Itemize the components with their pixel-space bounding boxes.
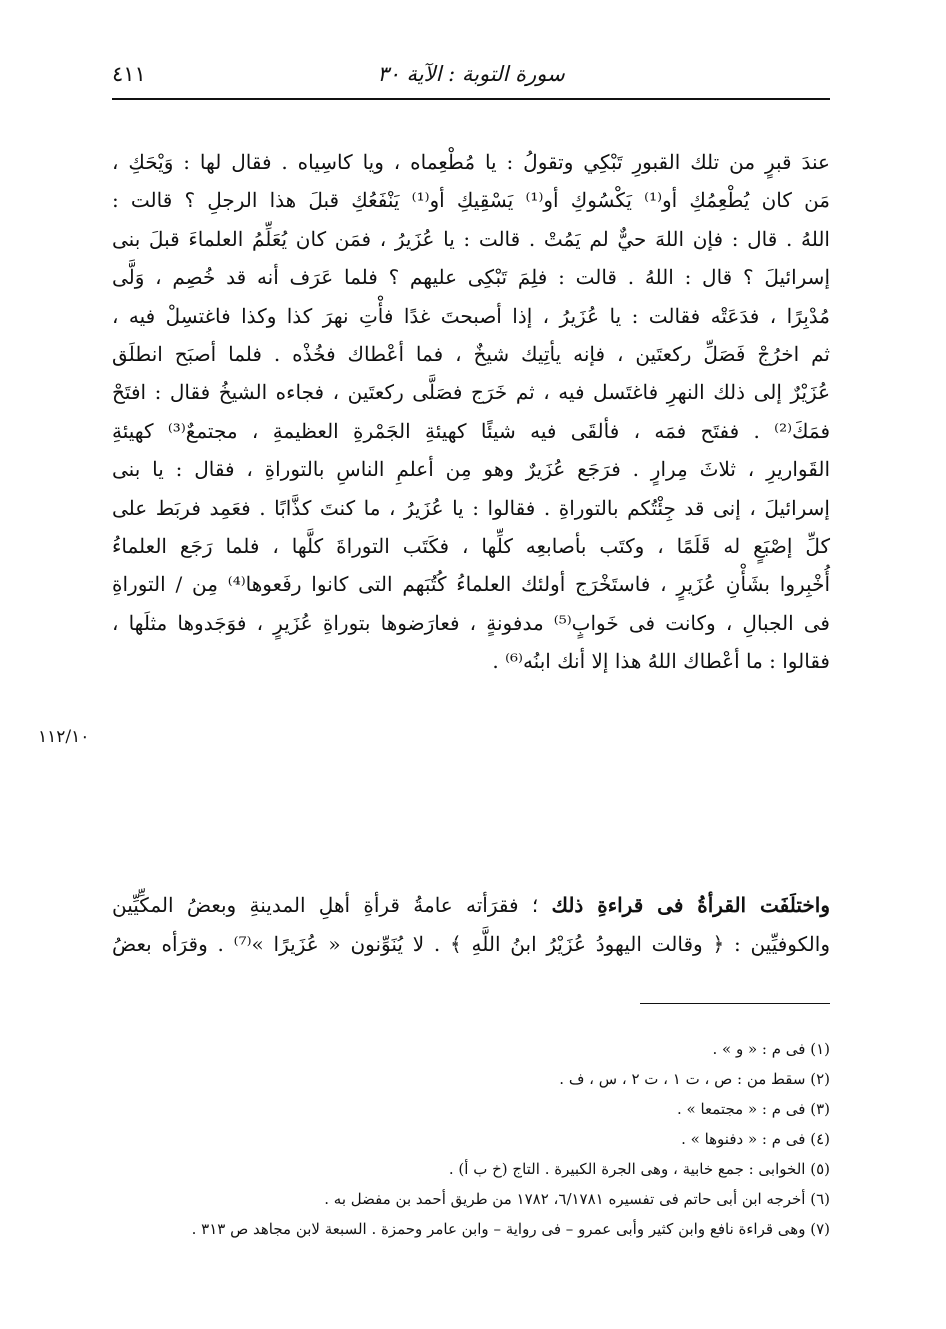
text-line: أُخْبِروا بشَأْنِ عُزَيرٍ ، فاستَخْرَج أولئك العلماءُ كُتُبَهم التى كانوا رفَعوها⁽⁴⁾ مِن / التوراةِ bbox=[112, 572, 830, 597]
second-paragraph bbox=[112, 886, 830, 964]
footnote: (٢) سقط من : ص ، ت ١ ، ت ٢ ، س ، ف . bbox=[559, 1070, 830, 1088]
text-line: فى الجبالِ ، وكانت فى خَوابٍ⁽⁵⁾ مدفونةٍ ، فعارَضوها بتوراةِ عُزَيرٍ ، فوَجَدوها مثلَها ، bbox=[112, 610, 830, 635]
footnote: (٧) وهى قراءة نافع وابن كثير وأبى عمرو – فى رواية – وابن عامر وحمزة . السبعة لابن مجاهد ص ٣١٣ . bbox=[191, 1220, 830, 1238]
text-line: اللهُ . قال : فإن اللهَ حيٌّ لم يَمُتْ . قالت : يا عُزَيرُ ، فمَن كان يُعَلِّمُ العلماءَ قبلَ بنى bbox=[112, 226, 830, 251]
text-line: فمَكَ⁽²⁾ . ففتَح فمَه ، فألقَى فيه شيئًا كهيئةِ الجَمْرةِ العظيمةِ ، مجتمعٌ⁽³⁾ كهيئةِ bbox=[112, 418, 831, 443]
running-head: سورة التوبة : الآية ٣٠ bbox=[377, 62, 565, 86]
text-line: عندَ قبرٍ من تلك القبورِ تَبْكِي وتقولُ : يا مُطْعِماه ، ويا كاسِياه . فقال لها : وَيْحَكِ ، bbox=[112, 150, 830, 174]
bold-lead-phrase: واختلَفَت القرأةُ فى قراءةِ ذلك bbox=[551, 893, 830, 917]
line-continuation: ؛ فقرَأته عامةُ قرأةِ أهلِ المدينةِ وبعضُ المكِّيِّين bbox=[112, 893, 552, 917]
footnote: (١) فى م : « و » . bbox=[712, 1040, 830, 1058]
text-line bbox=[112, 886, 830, 925]
text-line: مَن كان يُطْعِمُكِ أو⁽¹⁾ يَكْسُوكِ أو⁽¹⁾ يَسْقِيكِ أو⁽¹⁾ يَنْفَعُكِ قبلَ هذا الرجلِ ؟ قالت : bbox=[112, 188, 831, 213]
text-line: مُدْبِرًا ، فدَعَتْه فقالت : يا عُزَيرُ ، إذا أصبحتَ غدًا فأْتِ نهرَ كذا وكذا فاغتسِلْ فيه ، bbox=[112, 303, 830, 328]
margin-reference: ١١٢/١٠ bbox=[38, 727, 90, 747]
footnote: (٦) أخرجه ابن أبى حاتم فى تفسيره ٦/١٧٨١، ١٧٨٢ من طريق أحمد بن مفضل به . bbox=[324, 1190, 830, 1208]
text-line: إسرائيلَ ، إنى قد جِئْتُكم بالتوراةِ . فقالوا : يا عُزَيرُ ، ما كنتَ كذَّابًا . فعَمِد فربَط على bbox=[112, 495, 830, 520]
text-line: فقالوا : ما أعْطاك اللهُ هذا إلا أنك ابنُه⁽⁶⁾ . bbox=[492, 649, 830, 674]
page-number: ٤١١ bbox=[112, 62, 146, 86]
footnote-separator bbox=[640, 1003, 830, 1004]
footnote: (٣) فى م : « مجتمعا » . bbox=[676, 1100, 830, 1118]
text-line: ثم اخرُجْ فَصَلِّ ركعتَين ، فإنه يأتِيك شيخٌ ، فما أعْطاك فخُذْه . فلما أصبَح انطلَق bbox=[112, 341, 830, 366]
page-header bbox=[112, 62, 830, 92]
text-line: عُزَيْرٌ إلى ذلك النهرِ فاغتَسل فيه ، ثم خَرَج فصَلَّى ركعتَين ، فجاءه الشيخُ فقال : افتَحْ bbox=[112, 380, 830, 405]
main-paragraph bbox=[112, 143, 830, 680]
header-rule bbox=[112, 98, 830, 100]
footnote: (٤) فى م : « دفنوها » . bbox=[681, 1130, 830, 1148]
footnote: (٥) الخوابى : جمع خابية ، وهى الجرة الكبيرة . التاج (خ ب أ) . bbox=[448, 1160, 830, 1178]
footnotes bbox=[112, 1034, 830, 1244]
text-line: والكوفيِّين : ﴿ وقالت اليهودُ عُزَيْرُ ابنُ اللَّهِ ﴾ . لا يُنَوِّنون « عُزَيرًا »⁽⁷⁾ . وقرَأه بعضُ bbox=[112, 932, 830, 956]
text-line: كلِّ إصْبَعٍ له قَلَمًا ، وكتَب بأصابعِه كلِّها ، فكَتَب التوراةَ كلَّها ، فلما رَجَع العلماءُ bbox=[112, 533, 830, 558]
text-line: إسرائيلَ ؟ قال : اللهُ . قالت : فلِمَ تَبْكِى عليهم ؟ فلما عَرَف أنه قد خُصِم ، وَلَّى bbox=[112, 265, 830, 290]
text-line: القَواريرِ ، ثلاثَ مِرارٍ . فرَجَع عُزَيرٌ وهو مِن أعلمِ الناسِ بالتوراةِ ، فقال : يا بنى bbox=[112, 457, 830, 482]
